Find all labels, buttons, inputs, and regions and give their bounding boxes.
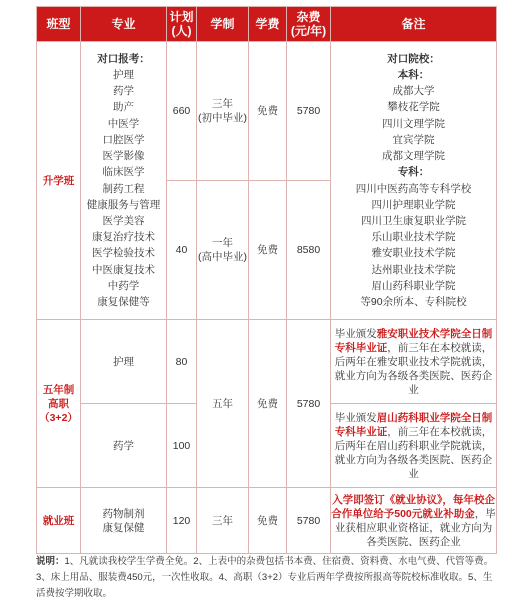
list-item: 攀枝花学院: [387, 101, 440, 114]
shengxue-majors: [81, 42, 167, 320]
misc-fee-value: 5780: [287, 42, 331, 181]
note-text: 毕业颁发: [334, 327, 377, 340]
list-item: 中医学: [107, 117, 140, 130]
list-item: 中医康复技术: [92, 263, 155, 276]
header-class-type: 班型: [37, 7, 81, 42]
duration-value: [197, 181, 249, 320]
list-item: 健康服务与管理: [86, 198, 161, 211]
list-item: 四川卫生康复职业学院: [361, 214, 466, 227]
list-item: 制药工程: [102, 182, 145, 195]
list-item: 成都文理学院: [382, 150, 445, 163]
plan-value: 120: [167, 488, 197, 554]
list-item: 药学: [113, 85, 134, 98]
misc-fee-value: 8580: [287, 181, 331, 320]
header-tuition: 学费: [249, 7, 287, 42]
notes-title: 对口院校：: [387, 52, 440, 65]
header-major: 专业: [81, 7, 167, 42]
tuition-value: 免费: [249, 181, 287, 320]
duration-note: (初中毕业): [198, 112, 247, 124]
note-highlight: 雅安职业技术学院全日制专科毕业证: [334, 327, 493, 354]
list-item: 雅安职业技术学院: [371, 247, 456, 260]
list-item: 临床医学: [102, 166, 145, 179]
list-item: 康复治疗技术: [92, 231, 155, 244]
list-item: 四川文理学院: [382, 117, 445, 130]
category-wunian: [37, 320, 81, 488]
table-row: [37, 42, 497, 181]
list-item: 护理: [113, 69, 134, 82]
majors-title: 对口报考：: [97, 52, 150, 65]
header-duration: 学制: [197, 7, 249, 42]
list-item: 助产: [113, 101, 134, 114]
misc-fee-value: 5780: [287, 488, 331, 554]
tuition-value: 免费: [249, 488, 287, 554]
duration-line: 三年: [212, 98, 233, 110]
list-item: 医学影像: [102, 150, 145, 163]
note-text: ，前三年在本校就读，后两年在雅安职业技术学院就读，就业方向为各级各类医院、医药企业: [334, 341, 493, 396]
wunian-note-2: [331, 404, 497, 488]
shengxue-notes: [331, 42, 497, 320]
list-item: 医学检验技术: [92, 247, 155, 260]
duration-value: [197, 42, 249, 181]
table-row: [37, 320, 497, 404]
list-item: 乐山职业技术学院: [371, 231, 456, 244]
header-misc-fee: 杂费(元/年): [287, 7, 331, 42]
category-line: 五年制: [42, 383, 75, 396]
list-item: 康复保健: [102, 521, 145, 534]
note-text: 毕业颁发: [334, 411, 377, 424]
tuition-value: 免费: [249, 42, 287, 181]
list-item: 医学美容: [102, 214, 145, 227]
header-plan: 计划(人): [167, 7, 197, 42]
footnote-text: 1、凡就读我校学生学费全免。2、上表中的杂费包括书本费、住宿费、资料费、水电气费、代管等费。3、床上用品、服装费450元，一次性收取。4、高职（3+2）专业后两年学费按所报高等院校标准收取。5、生活费按学期收取。: [36, 556, 494, 599]
list-item: 四川中医药高等专科学校: [355, 182, 472, 195]
header-row: [37, 7, 497, 42]
list-item: 等90余所本、专科院校: [360, 295, 467, 308]
category-line: 高职: [48, 397, 69, 410]
list-item: 康复保健等: [97, 295, 150, 308]
major-value: 护理: [81, 320, 167, 404]
note-highlight: 入学即签订《就业协议》，每年校企合作单位给予500元就业补助金: [331, 493, 495, 520]
table-row: [37, 488, 497, 554]
jiuye-majors: [81, 488, 167, 554]
tuition-value: 免费: [249, 320, 287, 488]
list-item: 眉山药科职业学院: [371, 279, 456, 292]
category-line: （3+2）: [39, 411, 78, 424]
misc-fee-value: 5780: [287, 320, 331, 488]
major-value: 药学: [81, 404, 167, 488]
category-shengxue: 升学班: [37, 42, 81, 320]
plan-value: 40: [167, 181, 197, 320]
header-notes: 备注: [331, 7, 497, 42]
jiuye-note: [331, 488, 497, 554]
duration-value: 五年: [197, 320, 249, 488]
list-item: 中药学: [107, 279, 140, 292]
plan-value: 100: [167, 404, 197, 488]
bachelor-title: 本科：: [397, 69, 430, 82]
note-text: ，前三年在本校就读，后两年在眉山药科职业学院就读，就业方向为各级各类医院、医药企业: [334, 425, 493, 480]
plan-value: 80: [167, 320, 197, 404]
note-highlight: 眉山药科职业学院全日制专科毕业证: [334, 411, 493, 438]
list-item: 四川护理职业学院: [371, 198, 456, 211]
duration-note: (高中毕业): [198, 251, 247, 263]
footnote-label: 说明：: [36, 556, 65, 567]
wunian-note-1: [331, 320, 497, 404]
list-item: 达州职业技术学院: [371, 263, 456, 276]
category-jiuye: 就业班: [37, 488, 81, 554]
list-item: 药物制剂: [102, 507, 145, 520]
duration-line: 一年: [212, 237, 233, 249]
note-text: ，毕业获相应职业资格证，就业方向为各类医院、医药企业: [334, 507, 496, 548]
plan-value: 660: [167, 42, 197, 181]
list-item: 成都大学: [392, 85, 435, 98]
footnote: [36, 554, 496, 602]
enrollment-table: [36, 6, 497, 554]
list-item: 口腔医学: [102, 133, 145, 146]
junior-title: 专科：: [397, 166, 430, 179]
list-item: 宜宾学院: [392, 133, 435, 146]
duration-value: 三年: [197, 488, 249, 554]
